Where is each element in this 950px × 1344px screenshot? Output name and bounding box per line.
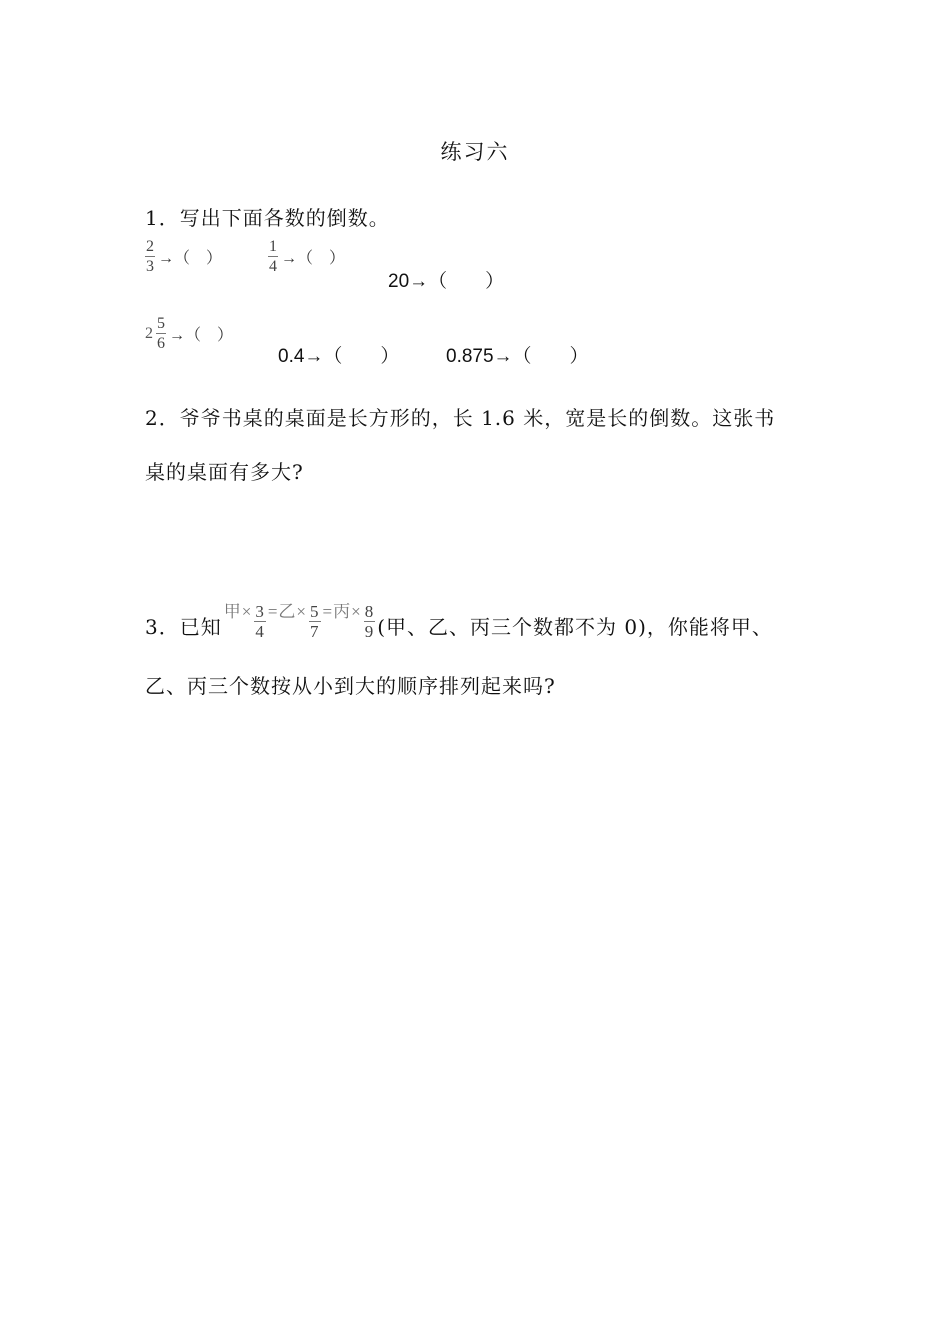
equation: 甲× $\frac{3}{4}$ =乙× $\frac{5}{7}$ =丙× $\frac{8}{9}$ bbox=[223, 602, 375, 641]
mixed-whole: 2 bbox=[145, 324, 153, 342]
reciprocal-item-3: 20→（ ） bbox=[388, 271, 505, 292]
answer-blank: →（ ） bbox=[158, 250, 223, 267]
reciprocal-item-6: 0.875→（ ） bbox=[446, 346, 589, 367]
answer-blank: →（ ） bbox=[281, 250, 346, 267]
fraction: $\frac{2}{3}$ bbox=[146, 238, 154, 275]
fraction: $\frac{3}{4}$ bbox=[255, 602, 265, 641]
fraction: $\frac{5}{6}$ bbox=[157, 315, 165, 352]
question-1-prompt: 1．写出下面各数的倒数。 bbox=[145, 206, 390, 230]
reciprocal-item-5: 0.4→（ ） bbox=[278, 346, 400, 367]
question-2-line-2: 桌的桌面有多大? bbox=[145, 460, 304, 484]
reciprocal-item-1 bbox=[145, 238, 222, 275]
fraction: $\frac{5}{7}$ bbox=[310, 602, 320, 641]
question-3-condition: (甲、乙、丙三个数都不为 0)，你能将甲、 bbox=[377, 615, 773, 639]
question-3-line-2: 乙、丙三个数按从小到大的顺序排列起来吗? bbox=[145, 674, 556, 698]
question-3-line-1 bbox=[145, 584, 773, 640]
fraction: $\frac{8}{9}$ bbox=[364, 602, 375, 641]
answer-blank: →（ ） bbox=[169, 327, 234, 344]
question-2-line-1: 2．爷爷书桌的桌面是长方形的，长 1.6 米，宽是长的倒数。这张书 bbox=[145, 406, 776, 430]
reciprocal-item-2 bbox=[268, 238, 345, 275]
page-title: 练习六 bbox=[440, 140, 510, 164]
reciprocal-item-4 bbox=[145, 315, 233, 352]
fraction: $\frac{1}{4}$ bbox=[269, 238, 277, 275]
question-3-lead: 3．已知 bbox=[145, 615, 222, 639]
